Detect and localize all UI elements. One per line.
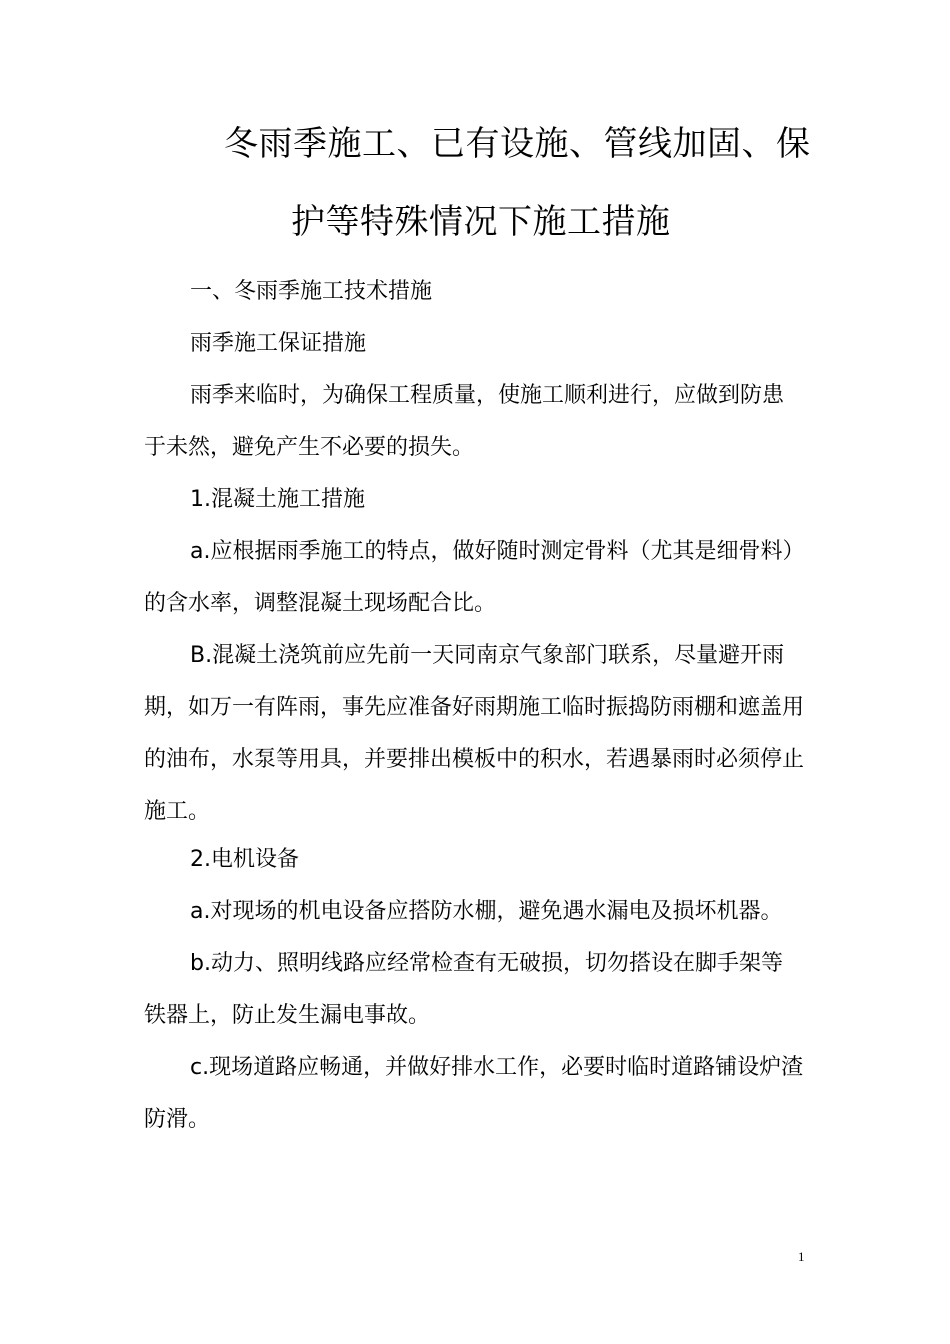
document-title-line-1: 冬雨季施工、已有设施、管线加固、保 (224, 124, 811, 164)
body-paragraph: B.混凝土浇筑前应先前一天同南京气象部门联系，尽量避开雨期，如万一有阵雨，事先应准备好雨期施工临时振捣防雨棚和遮盖用的油布，水泵等用具，并要排出模板中的积水，若遇暴雨时必须停止施工。 (144, 643, 805, 824)
subsection-heading: 1.混凝土施工措施 (190, 487, 365, 512)
subsection-heading: 雨季施工保证措施 (190, 331, 367, 356)
document-title-line-2: 护等特殊情况下施工措施 (291, 202, 671, 242)
page-number: 1 (798, 1249, 805, 1264)
body-paragraph: a.对现场的机电设备应搭防水棚，避免遇水漏电及损坏机器。 (190, 899, 783, 924)
section-heading: 一、冬雨季施工技术措施 (190, 279, 433, 304)
body-paragraph: a.应根据雨季施工的特点，做好随时测定骨料（尤其是细骨料）的含水率，调整混凝土现场配合比。 (144, 539, 794, 616)
body-paragraph: c.现场道路应畅通，并做好排水工作，必要时临时道路铺设炉渣防滑。 (144, 1055, 804, 1132)
body-paragraph: b.动力、照明线路应经常检查有无破损，切勿搭设在脚手架等铁器上，防止发生漏电事故。 (144, 951, 783, 1028)
subsection-heading: 2.电机设备 (190, 847, 299, 872)
body-paragraph: 雨季来临时，为确保工程质量，使施工顺利进行，应做到防患于未然，避免产生不必要的损失。 (144, 383, 785, 460)
